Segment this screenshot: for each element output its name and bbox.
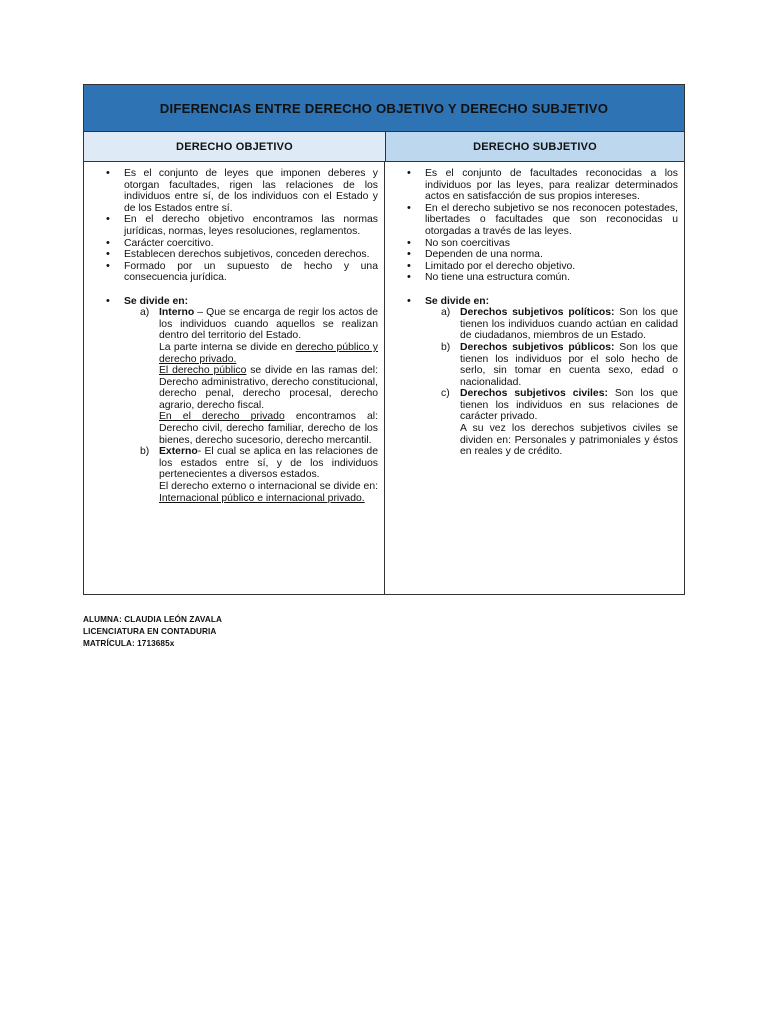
matricula-line: MATRÍCULA: 1713685x	[83, 638, 175, 648]
list-marker: b)	[441, 341, 451, 353]
header-row	[84, 132, 684, 162]
objetivo-bullet: • Es el conjunto de leyes que imponen deberes y otorgan facultades, rigen las relaciones de los individuos entre sí, de los individuos con el Estado y de los Estados entre sí.	[106, 168, 378, 214]
objetivo-bullet: • Establecen derechos subjetivos, conceden derechos.	[106, 249, 378, 261]
item-term: Derechos subjetivos civiles:	[460, 388, 608, 400]
objetivo-bullet: • Formado por un supuesto de hecho y una consecuencia jurídica.	[106, 261, 378, 284]
subjetivo-item-civiles	[441, 388, 678, 458]
objetivo-bullet-list	[106, 168, 378, 284]
externo-term: Externo	[159, 446, 198, 458]
subjetivo-bullet: • No tiene una estructura común.	[407, 272, 678, 284]
interno-p2-text: se divide en las ramas del: Derecho administrativo, derecho constitucional, derecho penal, derecho procesal, derecho agrario, derecho fiscal.	[159, 365, 378, 411]
header-derecho-subjetivo: DERECHO SUBJETIVO	[386, 132, 684, 161]
item-term: Derechos subjetivos públicos:	[460, 341, 615, 353]
student-info	[83, 614, 222, 649]
objetivo-column	[84, 162, 385, 594]
subjetivo-bullet: • No son coercitivas	[407, 238, 678, 250]
subjetivo-item-politicos	[441, 307, 678, 342]
interno-p2-link: El derecho público	[159, 365, 247, 377]
externo-desc: - El cual se aplica en las relaciones de los estados entre sí, y de los individuos pertenecientes a diversos estados.	[159, 446, 378, 481]
list-marker: b)	[140, 446, 150, 458]
objetivo-bullet: • En el derecho objetivo encontramos las normas jurídicas, normas, leyes resoluciones, reglamentos.	[106, 214, 378, 237]
table-title: DIFERENCIAS ENTRE DERECHO OBJETIVO Y DERECHO SUBJETIVO	[84, 85, 684, 132]
objetivo-sub-list	[124, 307, 378, 504]
interno-p3-link: En el derecho privado	[159, 411, 285, 423]
subjetivo-column	[385, 162, 684, 594]
interno-p3-text: encontramos al: Derecho civil, derecho familiar, derecho de los bienes, derecho sucesorio, derecho mercantil.	[159, 411, 378, 446]
item-extra: A su vez los derechos subjetivos civiles se dividen en: Personales y patrimoniales y éstos en reales y de crédito.	[460, 423, 678, 458]
subjetivo-bullet: • Es el conjunto de facultades reconocidas a los individuos por las leyes, para realizar determinados actos en satisfacción de sus propios intereses.	[407, 168, 678, 203]
subjetivo-divide-item	[407, 296, 678, 458]
item-term: Derechos subjetivos políticos:	[460, 307, 615, 319]
objetivo-divide-label: Se divide en:	[124, 295, 189, 307]
body-row	[84, 162, 684, 594]
interno-p1-text: La parte interna se divide en	[159, 341, 296, 353]
interno-p1-link: derecho público y derecho privado.	[159, 341, 379, 365]
list-marker: a)	[140, 307, 150, 319]
item-desc: Son los que tienen los individuos por el solo hecho de serlo, sin tomar en cuenta sexo, edad o nacionalidad.	[460, 341, 678, 388]
licenciatura-line: LICENCIATURA EN CONTADURIA	[83, 626, 217, 636]
subjetivo-sub-list	[425, 307, 678, 458]
item-desc: Son los que tienen los individuos en sus relaciones de carácter privado.	[460, 388, 678, 423]
externo-p1-text: El derecho externo o internacional se divide en:	[159, 481, 378, 493]
subjetivo-bullet: • Dependen de una norma.	[407, 249, 678, 261]
item-desc: Son los que tienen los individuos cuando actúan en calidad de ciudadanos, miembros de un Estado.	[460, 307, 678, 342]
subjetivo-divide-label: Se divide en:	[425, 295, 490, 307]
subjetivo-item-publicos	[441, 342, 678, 388]
interno-term: Interno	[159, 307, 195, 319]
subjetivo-bullet: • Limitado por el derecho objetivo.	[407, 261, 678, 273]
objetivo-bullet: • Carácter coercitivo.	[106, 238, 378, 250]
comparison-table	[83, 84, 685, 595]
subjetivo-bullet-list	[407, 168, 678, 284]
alumna-line: ALUMNA: CLAUDIA LEÓN ZAVALA	[83, 615, 222, 624]
subjetivo-bullet: • En el derecho subjetivo se nos reconocen potestades, libertades o facultades que son reconocidas u otorgadas a través de las leyes.	[407, 203, 678, 238]
objetivo-divide-item	[106, 296, 378, 505]
list-marker: a)	[441, 307, 451, 319]
header-derecho-objetivo: DERECHO OBJETIVO	[84, 132, 386, 161]
objetivo-interno-item	[140, 307, 378, 446]
objetivo-externo-item	[140, 446, 378, 504]
list-marker: c)	[441, 388, 450, 400]
externo-p1-link: Internacional público e internacional privado.	[159, 492, 365, 504]
interno-desc: – Que se encarga de regir los actos de los individuos cuando aquellos se realizan dentro del territorio del Estado.	[159, 307, 378, 342]
